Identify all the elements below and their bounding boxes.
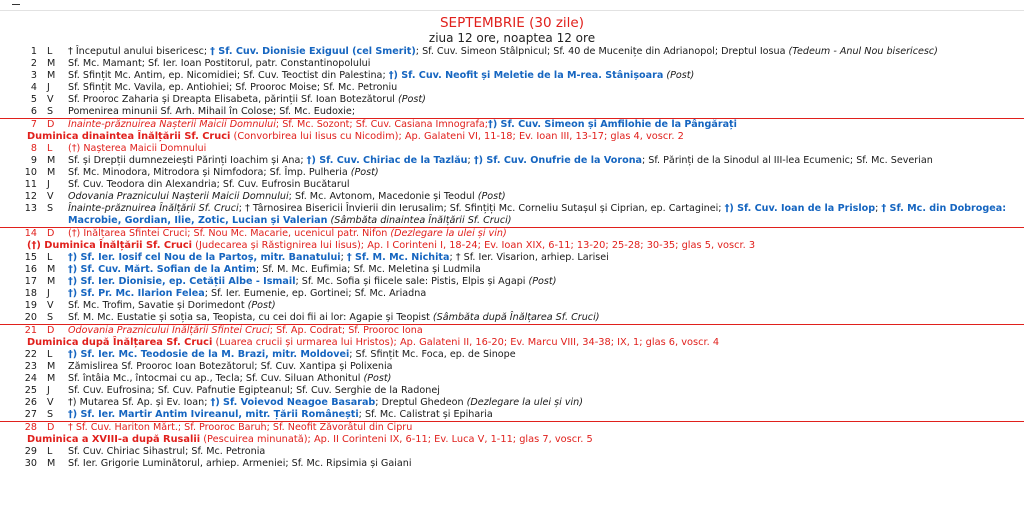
day-row xyxy=(0,167,1024,179)
day-number: 25 xyxy=(24,385,37,396)
sunday-title: (†) Duminica Înălțării Sf. Cruci xyxy=(27,240,193,251)
saint-highlight: †) Sf. Ier. Iosif cel Nou de la Partoș, mitr. Banatului xyxy=(68,252,341,263)
saint-text: ; xyxy=(467,155,474,166)
day-row xyxy=(0,421,1024,434)
day-row xyxy=(0,264,1024,276)
weekday-letter: L xyxy=(47,349,53,360)
saint-highlight: †) Sf. Cuv. Neofit și Meletie de la M-rea. Stânișoara xyxy=(388,70,664,81)
saint-highlight: †) Sf. Cuv. Ioan de la Prislop xyxy=(724,203,876,214)
saint-highlight: †) Sf. Cuv. Onufrie de la Vorona xyxy=(473,155,642,166)
note-italic: (Post) xyxy=(350,167,379,178)
day-number: 6 xyxy=(30,106,37,117)
saint-text: ; Sf. Sfințit Mc. Foca, ep. de Sinope xyxy=(349,349,516,360)
day-number: 27 xyxy=(24,409,37,420)
day-number: 14 xyxy=(24,228,37,239)
sunday-readings: (Pescuirea minunată); Ap. II Corinteni IX, 6-11; Ev. Luca V, 1-11; glas 7, voscr. 5 xyxy=(200,434,593,445)
note-italic: Înainte-prăznuirea Nașterii Maicii Domnului xyxy=(68,119,276,130)
saint-highlight: † Sf. M. Mc. Nichita xyxy=(346,252,450,263)
saint-text: Sf. M. Mc. Eustatie și soția sa, Teopista, cu cei doi fii ai lor: Agapie și Teopist xyxy=(68,312,433,323)
saint-text: Sf. Ier. Grigorie Luminătorul, arhiep. Armeniei; Sf. Mc. Ripsimia și Gaiani xyxy=(68,458,412,469)
saint-text: Sf. Cuv. Chiriac Sihastrul; Sf. Mc. Petronia xyxy=(68,446,266,457)
saint-text: Sf. Sfințit Mc. Antim, ep. Nicomidiei; Sf. Cuv. Teoctist din Palestina; xyxy=(68,70,389,81)
daylight-info: ziua 12 ore, noaptea 12 ore xyxy=(428,31,596,45)
day-row xyxy=(0,203,1024,227)
weekday-letter: L xyxy=(47,46,53,57)
calendar-header xyxy=(0,15,1024,45)
note-italic: (Tedeum - Anul Nou bisericesc) xyxy=(788,46,938,57)
day-row xyxy=(0,155,1024,167)
saint-text: Sf. Cuv. Eufrosina; Sf. Cuv. Pafnutie Egipteanul; Sf. Cuv. Serghie de la Radonej xyxy=(68,385,440,396)
day-row xyxy=(0,361,1024,373)
day-number: 29 xyxy=(24,446,37,457)
saint-highlight: †) Sf. Ier. Mc. Teodosie de la M. Brazi, mitr. Moldovei xyxy=(68,349,350,360)
top-rule xyxy=(0,10,1024,11)
weekday-letter: D xyxy=(47,422,55,433)
weekday-letter: D xyxy=(47,119,55,130)
weekday-letter: D xyxy=(47,228,55,239)
saint-text: ; Sf. Părinți de la Sinodul al III-lea Ecumenic; Sf. Mc. Severian xyxy=(642,155,933,166)
day-row xyxy=(0,458,1024,470)
weekday-letter: J xyxy=(47,82,50,93)
saint-highlight: †) Sf. Voievod Neagoe Basarab xyxy=(210,397,376,408)
top-border xyxy=(0,0,1024,1)
weekday-letter: M xyxy=(47,361,56,372)
day-number: 5 xyxy=(30,94,37,105)
weekday-letter: V xyxy=(47,94,54,105)
sunday-readings: (Convorbirea lui Iisus cu Nicodim); Ap. Galateni VI, 11-18; Ev. Ioan III, 13-17; glas 4, voscr. 2 xyxy=(230,131,684,142)
day-row xyxy=(0,179,1024,191)
weekday-letter: M xyxy=(47,70,56,81)
saint-text: Sf. întâia Mc., întocmai cu ap., Tecla; Sf. Cuv. Siluan Athonitul xyxy=(68,373,364,384)
day-number: 23 xyxy=(24,361,37,372)
saint-text: ; Sf. Mc. Sofia și fiicele sale: Pistis, Elpis și Agapi xyxy=(295,276,529,287)
note-italic: (Post) xyxy=(663,70,695,81)
saint-highlight: †) Sf. Ier. Dionisie, ep. Cetății Albe - Ismail xyxy=(68,276,296,287)
day-row xyxy=(0,46,1024,58)
day-row xyxy=(0,349,1024,361)
day-number: 20 xyxy=(24,312,37,323)
saint-highlight: † Sf. Mc. din Dobrogea: Macrobie, Gordian, Ilie, Zotic, Lucian și Valerian xyxy=(68,203,1007,226)
day-number: 8 xyxy=(30,143,37,154)
note-italic: (Post) xyxy=(363,373,392,384)
saint-text: (†) Nașterea Maicii Domnului xyxy=(68,143,207,154)
top-dash xyxy=(12,4,20,5)
saint-text: Sf. Mc. Mamant; Sf. Ier. Ioan Postitorul, patr. Constantinopolului xyxy=(68,58,371,69)
day-row xyxy=(0,288,1024,300)
day-number: 12 xyxy=(24,191,37,202)
day-row xyxy=(0,58,1024,70)
day-number: 21 xyxy=(24,325,37,336)
sunday-reading-row xyxy=(0,337,1024,349)
day-list xyxy=(0,46,1024,470)
saint-text: ; † Târnosirea Bisericii Învierii din Ierusalim; Sf. Sfințiți Mc. Corneliu Sutașul și Ciprian, ep. Cartaginei; xyxy=(238,203,725,214)
day-row xyxy=(0,324,1024,337)
note-italic: (Sâmbăta după Înălțarea Sf. Cruci) xyxy=(432,312,600,323)
day-row xyxy=(0,300,1024,312)
day-number: 1 xyxy=(30,46,37,57)
note-italic: (Sâmbăta dinaintea Înălțării Sf. Cruci) xyxy=(327,215,512,226)
saint-text: ; Dreptul Ghedeon xyxy=(375,397,467,408)
note-italic: (Dezlegare la ulei și vin) xyxy=(390,228,507,239)
weekday-letter: M xyxy=(47,58,56,69)
day-number: 2 xyxy=(30,58,37,69)
saint-text: ; xyxy=(875,203,882,214)
saint-text: Sf. și Drepții dumnezeiești Părinți Ioachim și Ana; xyxy=(68,155,307,166)
day-row xyxy=(0,276,1024,288)
day-number: 3 xyxy=(30,70,37,81)
weekday-letter: M xyxy=(47,276,56,287)
saint-text: ; Sf. Ap. Codrat; Sf. Prooroc Iona xyxy=(269,325,423,336)
weekday-letter: V xyxy=(47,397,54,408)
note-italic: (Dezlegare la ulei și vin) xyxy=(466,397,584,408)
day-row xyxy=(0,70,1024,82)
day-row xyxy=(0,94,1024,106)
day-row xyxy=(0,409,1024,421)
day-row xyxy=(0,385,1024,397)
day-number: 11 xyxy=(24,179,37,190)
weekday-letter: M xyxy=(47,373,56,384)
weekday-letter: V xyxy=(47,191,54,202)
sunday-readings: (Judecarea și Răstignirea lui Iisus); Ap. I Corinteni I, 18-24; Ev. Ioan XIX, 6-11; 13-20; 25-28; 30-35; glas 5, voscr. 3 xyxy=(192,240,756,251)
day-number: 30 xyxy=(24,458,37,469)
saint-highlight: †) Sf. Cuv. Simeon și Amfilohie de la Pângărați xyxy=(488,119,737,130)
weekday-letter: M xyxy=(47,458,56,469)
saint-text: ; Sf. Mc. Calistrat și Epiharia xyxy=(358,409,493,420)
saint-highlight: †) Sf. Ier. Martir Antim Ivireanul, mitr. Țării Românești xyxy=(68,409,359,420)
day-number: 10 xyxy=(24,167,37,178)
day-row xyxy=(0,82,1024,94)
saint-text: Sf. Sfințit Mc. Vavila, ep. Antiohiei; Sf. Prooroc Moise; Sf. Mc. Petroniu xyxy=(68,82,398,93)
weekday-letter: L xyxy=(47,446,53,457)
saint-text: Pomenirea minunii Sf. Arh. Mihail în Colose; Sf. Mc. Eudoxie; xyxy=(68,106,356,117)
day-number: 18 xyxy=(24,288,37,299)
day-number: 15 xyxy=(24,252,37,263)
month-name: SEPTEMBRIE xyxy=(439,15,525,31)
saint-text: † Sf. Cuv. Hariton Mărt.; Sf. Prooroc Baruh; Sf. Neofit Zăvorâtul din Cipru xyxy=(68,422,413,433)
saint-text: ; Sf. Mc. Avtonom, Macedonie și Teodul xyxy=(288,191,478,202)
day-number: 4 xyxy=(30,82,37,93)
saint-text: Sf. Mc. Minodora, Mitrodora și Nimfodora; Sf. Împ. Pulheria xyxy=(68,167,351,178)
day-row xyxy=(0,227,1024,240)
day-row xyxy=(0,312,1024,324)
saint-text: Zămislirea Sf. Prooroc Ioan Botezătorul; Sf. Cuv. Xantipa și Polixenia xyxy=(68,361,393,372)
saint-text: †) Mutarea Sf. Ap. și Ev. Ioan; xyxy=(68,397,211,408)
day-number: 9 xyxy=(30,155,37,166)
saint-highlight: †) Sf. Cuv. Chiriac de la Tazlău xyxy=(306,155,468,166)
day-row xyxy=(0,397,1024,409)
sunday-reading-row xyxy=(0,131,1024,143)
saint-text: ; Sf. Mc. Sozont; Sf. Cuv. Casiana Imnografa; xyxy=(275,119,489,130)
day-number: 7 xyxy=(30,119,37,130)
saint-text: † Începutul anului bisericesc; xyxy=(68,46,211,57)
day-row xyxy=(0,373,1024,385)
sunday-title: Duminica după Înălțarea Sf. Cruci xyxy=(27,337,213,348)
day-row xyxy=(0,252,1024,264)
day-number: 16 xyxy=(24,264,37,275)
day-row xyxy=(0,191,1024,203)
weekday-letter: J xyxy=(47,288,50,299)
saint-text: ; † Sf. Ier. Visarion, arhiep. Larisei xyxy=(449,252,609,263)
day-row xyxy=(0,106,1024,118)
saint-text: Sf. Cuv. Teodora din Alexandria; Sf. Cuv. Eufrosin Bucătarul xyxy=(68,179,350,190)
day-number: 26 xyxy=(24,397,37,408)
day-number: 19 xyxy=(24,300,37,311)
note-italic: Odovania Praznicului Nașterii Maicii Domnului xyxy=(68,191,289,202)
month-title xyxy=(0,15,1024,31)
sunday-readings: (Luarea crucii și urmarea lui Hristos); Ap. Galateni II, 16-20; Ev. Marcu VIII, 34-38; IX, 1; glas 6, voscr. 4 xyxy=(212,337,720,348)
weekday-letter: M xyxy=(47,155,56,166)
saint-text: ; Sf. M. Mc. Eufimia; Sf. Mc. Meletina și Ludmila xyxy=(255,264,481,275)
sunday-reading-row xyxy=(0,240,1024,252)
weekday-letter: J xyxy=(47,385,50,396)
weekday-letter: S xyxy=(47,106,54,117)
saint-highlight: † Sf. Cuv. Dionisie Exiguul (cel Smerit) xyxy=(210,46,416,57)
sunday-title: Duminica a XVIII-a după Rusalii xyxy=(27,434,201,445)
day-number: 28 xyxy=(24,422,37,433)
saint-text: Sf. Prooroc Zaharia și Dreapta Elisabeta, părinții Sf. Ioan Botezătorul xyxy=(68,94,399,105)
weekday-letter: S xyxy=(47,312,54,323)
day-row xyxy=(0,118,1024,131)
day-row xyxy=(0,143,1024,155)
saint-highlight: †) Sf. Pr. Mc. Ilarion Felea xyxy=(68,288,205,299)
day-number: 24 xyxy=(24,373,37,384)
day-number: 17 xyxy=(24,276,37,287)
day-number: 13 xyxy=(24,203,37,214)
saint-text: ; Sf. Ier. Eumenie, ep. Gortinei; Sf. Mc. Ariadna xyxy=(204,288,427,299)
weekday-letter: L xyxy=(47,252,53,263)
note-italic: Înainte-prăznuirea Înălțării Sf. Cruci xyxy=(68,203,239,214)
weekday-letter: J xyxy=(47,179,50,190)
sunday-title: Duminica dinaintea Înălțării Sf. Cruci xyxy=(27,131,231,142)
note-italic: (Post) xyxy=(247,300,276,311)
day-number: 22 xyxy=(24,349,37,360)
month-days-count: (30 zile) xyxy=(529,15,585,31)
weekday-letter: M xyxy=(47,167,56,178)
weekday-letter: S xyxy=(47,203,54,214)
weekday-letter: V xyxy=(47,300,54,311)
saint-text: ; xyxy=(340,252,347,263)
note-italic: Odovania Praznicului Înălțării Sfintei Cruci xyxy=(68,325,270,336)
note-italic: (Post) xyxy=(477,191,506,202)
weekday-letter: L xyxy=(47,143,53,154)
note-italic: (Post) xyxy=(398,94,426,105)
weekday-letter: S xyxy=(47,409,54,420)
saint-text: (†) Înălțarea Sfintei Cruci; Sf. Nou Mc. Macarie, ucenicul patr. Nifon xyxy=(68,228,391,239)
saint-highlight: †) Sf. Cuv. Mărt. Sofian de la Antim xyxy=(68,264,256,275)
day-row xyxy=(0,446,1024,458)
note-italic: (Post) xyxy=(528,276,557,287)
sunday-reading-row xyxy=(0,434,1024,446)
weekday-letter: D xyxy=(47,325,55,336)
saint-text: ; Sf. Cuv. Simeon Stâlpnicul; Sf. 40 de Mucenițe din Adrianopol; Dreptul Iosua xyxy=(415,46,789,57)
weekday-letter: M xyxy=(47,264,56,275)
saint-text: Sf. Mc. Trofim, Savatie și Dorimedont xyxy=(68,300,248,311)
